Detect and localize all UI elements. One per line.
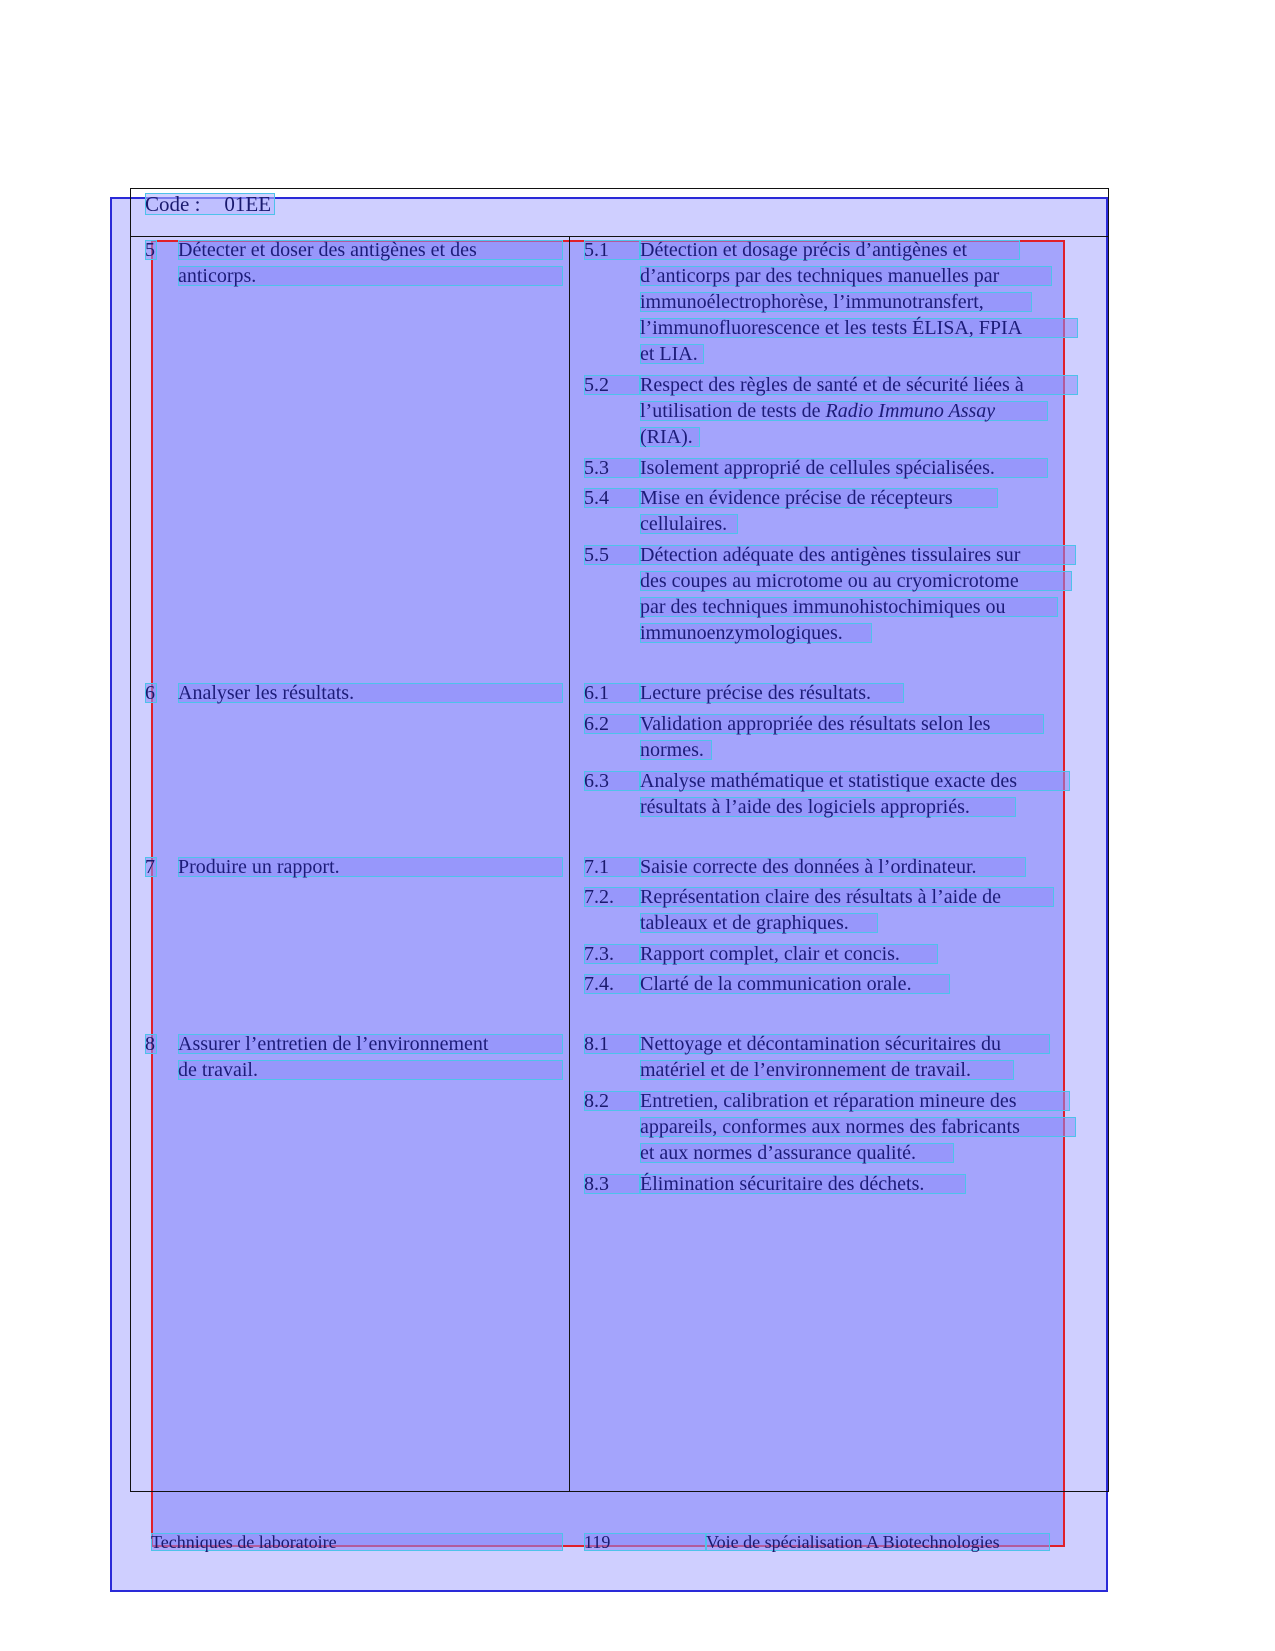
competence-title: Détecter et doser des antigènes et des [178,240,563,260]
criterion-text: Lecture précise des résultats. [640,683,904,703]
criterion-text: l’immunofluorescence et les tests ÉLISA, FPIA [640,318,1078,338]
footer-right: Voie de spécialisation A Biotechnologies [706,1533,1050,1551]
criterion-text: et LIA. [640,344,704,364]
criterion-text: normes. [640,740,712,760]
criterion-text: cellulaires. [640,514,738,534]
criterion-text: Isolement approprié de cellules spécialisées. [640,458,1048,478]
criterion-number: 8.3 [584,1174,640,1194]
criterion-text: Détection adéquate des antigènes tissulaires sur [640,545,1076,565]
criterion-number: 7.4. [584,974,640,994]
criterion-text-part: l’utilisation de tests de [640,400,826,422]
criterion-number: 8.2 [584,1091,640,1111]
criterion-text: immunoenzymologiques. [640,623,872,643]
criterion-number: 7.2. [584,887,640,907]
code-value: 01EE [224,192,272,216]
criterion-text-italic: Radio Immuno Assay [825,400,996,422]
criterion-text: Respect des règles de santé et de sécurité liées à [640,375,1078,395]
competence-title: de travail. [178,1060,563,1080]
criterion-text: Représentation claire des résultats à l’aide de [640,887,1054,907]
criterion-text: d’anticorps par des techniques manuelles par [640,266,1052,286]
criterion-text: (RIA). [640,427,700,447]
code-header [145,193,275,215]
criterion-number: 7.1 [584,857,640,877]
competence-title: anticorps. [178,266,563,286]
criterion-text: des coupes au microtome ou au cryomicrotome [640,571,1072,591]
criterion-number: 8.1 [584,1034,640,1054]
competence-title: Analyser les résultats. [178,683,563,703]
criterion-text: Entretien, calibration et réparation mineure des [640,1091,1070,1111]
criterion-text: Clarté de la communication orale. [640,974,950,994]
criterion-number: 6.2 [584,714,640,734]
criterion-text: Saisie correcte des données à l’ordinateur. [640,857,1026,877]
footer-page-number: 119 [584,1533,706,1551]
criterion-text: Validation appropriée des résultats selon les [640,714,1044,734]
criterion-text: appareils, conformes aux normes des fabricants [640,1117,1076,1137]
criterion-number: 5.4 [584,488,640,508]
competence-number: 8 [145,1033,155,1055]
table-header-divider [130,236,1109,237]
criterion-text: Mise en évidence précise de récepteurs [640,488,998,508]
criterion-text: tableaux et de graphiques. [640,913,878,933]
competence-title: Assurer l’entretien de l’environnement [178,1034,563,1054]
criterion-text: par des techniques immunohistochimiques ou [640,597,1058,617]
criterion-number: 5.2 [584,375,640,395]
criterion-text: immunoélectrophorèse, l’immunotransfert, [640,292,1032,312]
criterion-number: 6.1 [584,683,640,703]
criterion-text: Détection et dosage précis d’antigènes et [640,240,1020,260]
criterion-number: 7.3. [584,944,640,964]
criterion-text: résultats à l’aide des logiciels appropriés. [640,797,1016,817]
criterion-number: 5.5 [584,545,640,565]
criterion-text: Rapport complet, clair et concis. [640,944,938,964]
competence-title: Produire un rapport. [178,857,563,877]
criterion-number: 5.1 [584,240,640,260]
criterion-text: et aux normes d’assurance qualité. [640,1143,954,1163]
criterion-number: 6.3 [584,771,640,791]
competence-number: 7 [145,856,155,878]
criterion-number: 5.3 [584,458,640,478]
competence-number: 6 [145,682,155,704]
criterion-text: Nettoyage et décontamination sécuritaires du [640,1034,1050,1054]
competence-number: 5 [145,239,155,261]
criterion-text [640,401,1048,421]
code-label: Code : [145,192,201,216]
footer-left: Techniques de laboratoire [151,1533,563,1551]
criterion-text: matériel et de l’environnement de travail. [640,1060,1014,1080]
criterion-text: Analyse mathématique et statistique exacte des [640,771,1070,791]
table-column-divider [569,237,570,1492]
criterion-text: Élimination sécuritaire des déchets. [640,1174,966,1194]
